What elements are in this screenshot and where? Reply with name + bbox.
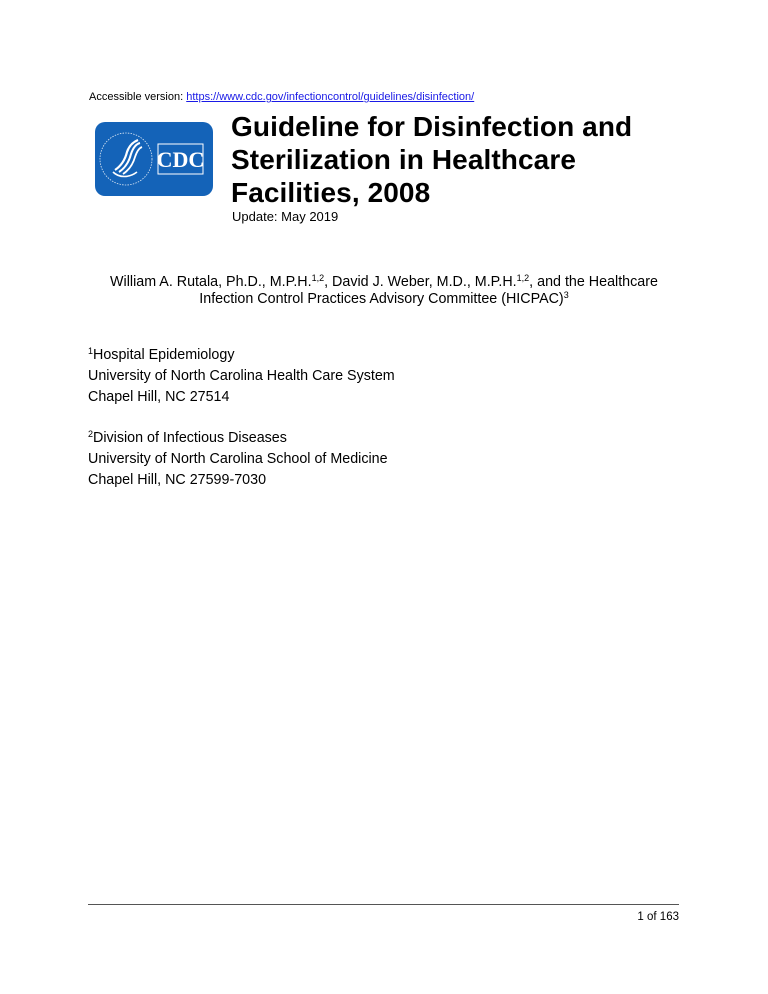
authors-line-2: [88, 291, 680, 308]
title-line-1: Guideline for Disinfection and: [231, 111, 633, 142]
update-date: Update: May 2019: [232, 209, 339, 224]
affiliation-institution: University of North Carolina School of Medicine: [88, 451, 388, 467]
accessible-version-label: Accessible version:: [89, 91, 187, 103]
accessible-version-link[interactable]: https://www.cdc.gov/infectioncontrol/guidelines/disinfection/: [186, 91, 475, 103]
author-rutala: William A. Rutala, Ph.D., M.P.H.: [110, 274, 312, 290]
accessible-version-line: [89, 90, 474, 104]
authors-line-1: [88, 274, 680, 291]
affiliation-sup: 1: [88, 346, 94, 356]
cdc-logo-text: CDC: [156, 147, 205, 172]
affiliation-address: Chapel Hill, NC 27599-7030: [88, 472, 267, 488]
title-line-2: Sterilization in Healthcare: [231, 144, 577, 175]
affiliation-institution: University of North Carolina Health Care System: [88, 368, 395, 384]
affiliation-sup: 2: [88, 429, 94, 439]
affiliation-1: [88, 345, 395, 408]
author-weber: , David J. Weber, M.D., M.P.H.: [324, 274, 517, 290]
author-hicpac: Infection Control Practices Advisory Committee (HICPAC): [199, 291, 564, 307]
author-hicpac-prefix: , and the Healthcare: [529, 274, 658, 290]
affiliation-dept: Division of Infectious Diseases: [93, 430, 287, 446]
document-title: [231, 110, 632, 209]
authors-block: [88, 274, 680, 308]
affiliation-address: Chapel Hill, NC 27514: [88, 389, 230, 405]
affiliation-sup: 1,2: [311, 273, 325, 283]
affiliation-sup: 3: [563, 290, 569, 300]
hhs-eagle-icon: [95, 122, 213, 196]
affiliation-sup: 1,2: [516, 273, 530, 283]
affiliation-dept: Hospital Epidemiology: [93, 347, 235, 363]
footer-divider: [88, 904, 679, 905]
hhs-cdc-logo: [95, 122, 213, 196]
title-line-3: Facilities, 2008: [231, 177, 431, 208]
page-number: 1 of 163: [637, 911, 679, 923]
affiliation-2: [88, 428, 388, 491]
